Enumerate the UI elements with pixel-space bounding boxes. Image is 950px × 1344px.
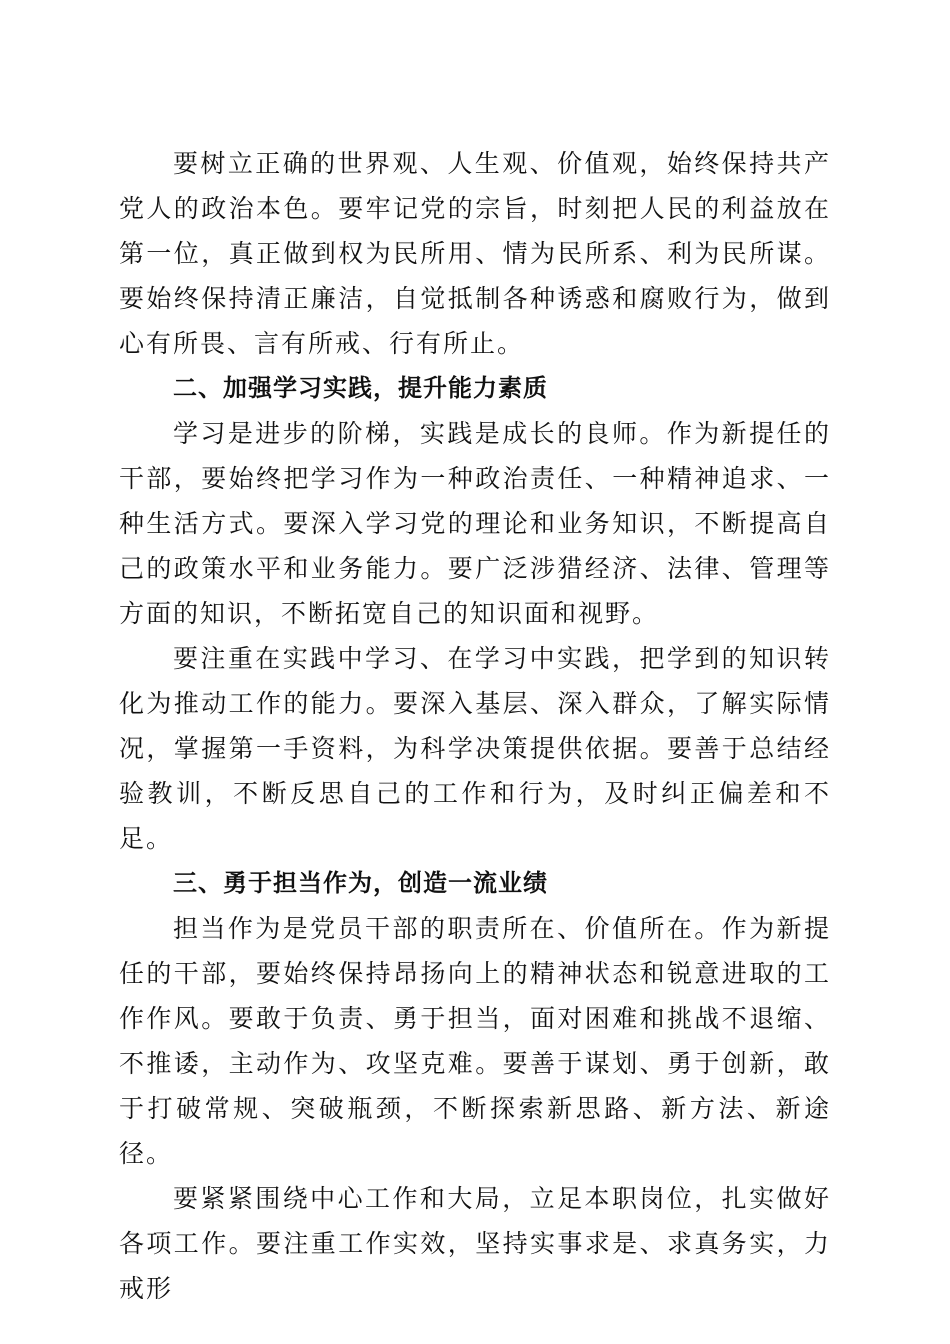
- paragraph-learning-intro: 学习是进步的阶梯，实践是成长的良师。作为新提任的干部，要始终把学习作为一种政治责任、一种精神追求、一种生活方式。要深入学习党的理论和业务知识，不断提高自己的政策水平和业务能力。要广泛涉猎经济、法律、管理等方面的知识，不断拓宽自己的知识面和视野。: [119, 419, 831, 628]
- paragraph-responsibility-intro: 担当作为是党员干部的职责所在、价值所在。作为新提任的干部，要始终保持昂扬向上的精神状态和锐意进取的工作作风。要敢于负责、勇于担当，面对困难和挑战不退缩、不推诿，主动作为、攻坚克难。要善于谋划、勇于创新，敢于打破常规、突破瓶颈，不断探索新思路、新方法、新途径。: [119, 914, 831, 1168]
- paragraph-central-work: 要紧紧围绕中心工作和大局，立足本职岗位，扎实做好各项工作。要注重工作实效，坚持实事求是、求真务实，力戒形: [119, 1184, 831, 1303]
- document-body: [119, 141, 831, 1311]
- section-heading-learning: 二、加强学习实践，提升能力素质: [173, 374, 548, 402]
- paragraph-practice: 要注重在实践中学习、在学习中实践，把学到的知识转化为推动工作的能力。要深入基层、深入群众，了解实际情况，掌握第一手资料，为科学决策提供依据。要善于总结经验教训，不断反思自己的工作和行为，及时纠正偏差和不足。: [119, 644, 831, 853]
- paragraph-values: 要树立正确的世界观、人生观、价值观，始终保持共产党人的政治本色。要牢记党的宗旨，时刻把人民的利益放在第一位，真正做到权为民所用、情为民所系、利为民所谋。要始终保持清正廉洁，自觉抵制各种诱惑和腐败行为，做到心有所畏、言有所戒、行有所止。: [119, 149, 831, 358]
- section-heading-responsibility: 三、勇于担当作为，创造一流业绩: [173, 869, 548, 897]
